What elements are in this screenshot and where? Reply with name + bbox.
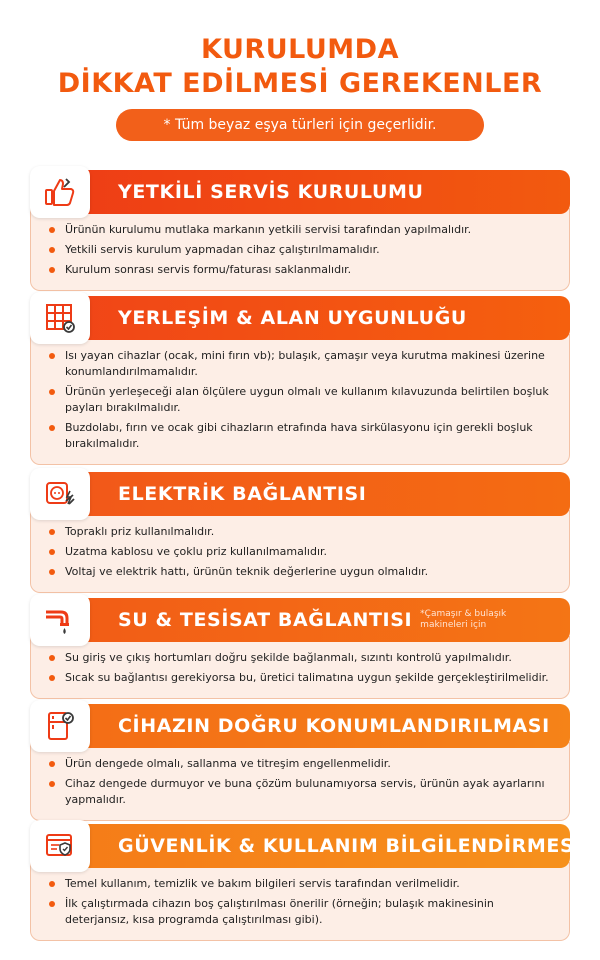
section-title: GÜVENLİK & KULLANIM BİLGİLENDİRMESİ: [118, 835, 582, 857]
section-title: SU & TESİSAT BAĞLANTISI: [118, 609, 413, 631]
section-body: [30, 636, 570, 699]
list-item: Ürün dengede olmalı, sallanma ve titreşim engellenmelidir.: [49, 756, 555, 772]
list-item: Topraklı priz kullanılmalıdır.: [49, 524, 555, 540]
section-electrical: [30, 472, 570, 593]
section-placement: [30, 296, 570, 465]
section-header: [30, 824, 582, 868]
section-title: ELEKTRİK BAĞLANTISI: [118, 483, 367, 505]
section-body: [30, 208, 570, 291]
list-item: Kurulum sonrası servis formu/faturası saklanmalıdır.: [49, 262, 555, 278]
section-header: [30, 472, 570, 516]
list-item: Buzdolabı, fırın ve ocak gibi cihazların etrafında hava sirkülasyonu için gerekli boşluk bırakılmalıdır.: [49, 420, 555, 452]
section-title: YERLEŞİM & ALAN UYGUNLUĞU: [118, 307, 467, 329]
list-item: Isı yayan cihazlar (ocak, mini fırın vb); bulaşık, çamaşır veya kurutma makinesi üzerine konumlandırılmamalıdır.: [49, 348, 555, 380]
section-body: [30, 862, 570, 941]
safety-info-icon: [30, 820, 90, 872]
list-item: İlk çalıştırmada cihazın boş çalıştırılması önerilir (örneğin; bulaşık makinesinin deterjansız, kısa programda çalıştırılması gibi).: [49, 896, 555, 928]
section-title: CİHAZIN DOĞRU KONUMLANDIRILMASI: [118, 715, 550, 737]
page-title-line2: DİKKAT EDİLMESİ GEREKENLER: [57, 68, 543, 99]
section-plumbing: [30, 598, 570, 699]
section-body: [30, 742, 570, 821]
power-outlet-icon: [30, 468, 90, 520]
water-pipe-icon: [30, 594, 90, 646]
list-item: Ürünün yerleşeceği alan ölçülere uygun olmalı ve kullanım kılavuzunda belirtilen boşluk payları bırakılmalıdır.: [49, 384, 555, 416]
section-positioning: [30, 704, 570, 821]
list-item: Cihaz dengede durmuyor ve buna çözüm bulunamıyorsa servis, ürünün ayak ayarlarını yapmalıdır.: [49, 776, 555, 808]
list-item: Temel kullanım, temizlik ve bakım bilgileri servis tarafından verilmelidir.: [49, 876, 555, 892]
section-header: [30, 704, 570, 748]
appliance-check-icon: [30, 700, 90, 752]
list-item: Ürünün kurulumu mutlaka markanın yetkili servisi tarafından yapılmalıdır.: [49, 222, 555, 238]
section-header: [30, 598, 570, 642]
list-item: Yetkili servis kurulum yapmadan cihaz çalıştırılmamalıdır.: [49, 242, 555, 258]
thumbs-up-icon: [30, 166, 90, 218]
section-header: [30, 170, 570, 214]
layout-grid-icon: [30, 292, 90, 344]
page-title-line1: KURULUMDA: [201, 34, 399, 65]
section-body: [30, 334, 570, 465]
list-item: Voltaj ve elektrik hattı, ürünün teknik değerlerine uygun olmalıdır.: [49, 564, 555, 580]
subtitle-pill: * Tüm beyaz eşya türleri için geçerlidir.: [116, 109, 484, 141]
section-authorized-service: [30, 170, 570, 291]
section-header: [30, 296, 570, 340]
list-item: Uzatma kablosu ve çoklu priz kullanılmamalıdır.: [49, 544, 555, 560]
section-note: *Çamaşır & bulaşık makineleri için: [420, 609, 507, 630]
section-safety: [30, 824, 582, 941]
list-item: Su giriş ve çıkış hortumları doğru şekilde bağlanmalı, sızıntı kontrolü yapılmalıdır.: [49, 650, 555, 666]
section-body: [30, 510, 570, 593]
list-item: Sıcak su bağlantısı gerekiyorsa bu, üretici talimatına uygun şekilde gerçekleştirilmelidir.: [49, 670, 555, 686]
section-title: YETKİLİ SERVİS KURULUMU: [118, 181, 424, 203]
